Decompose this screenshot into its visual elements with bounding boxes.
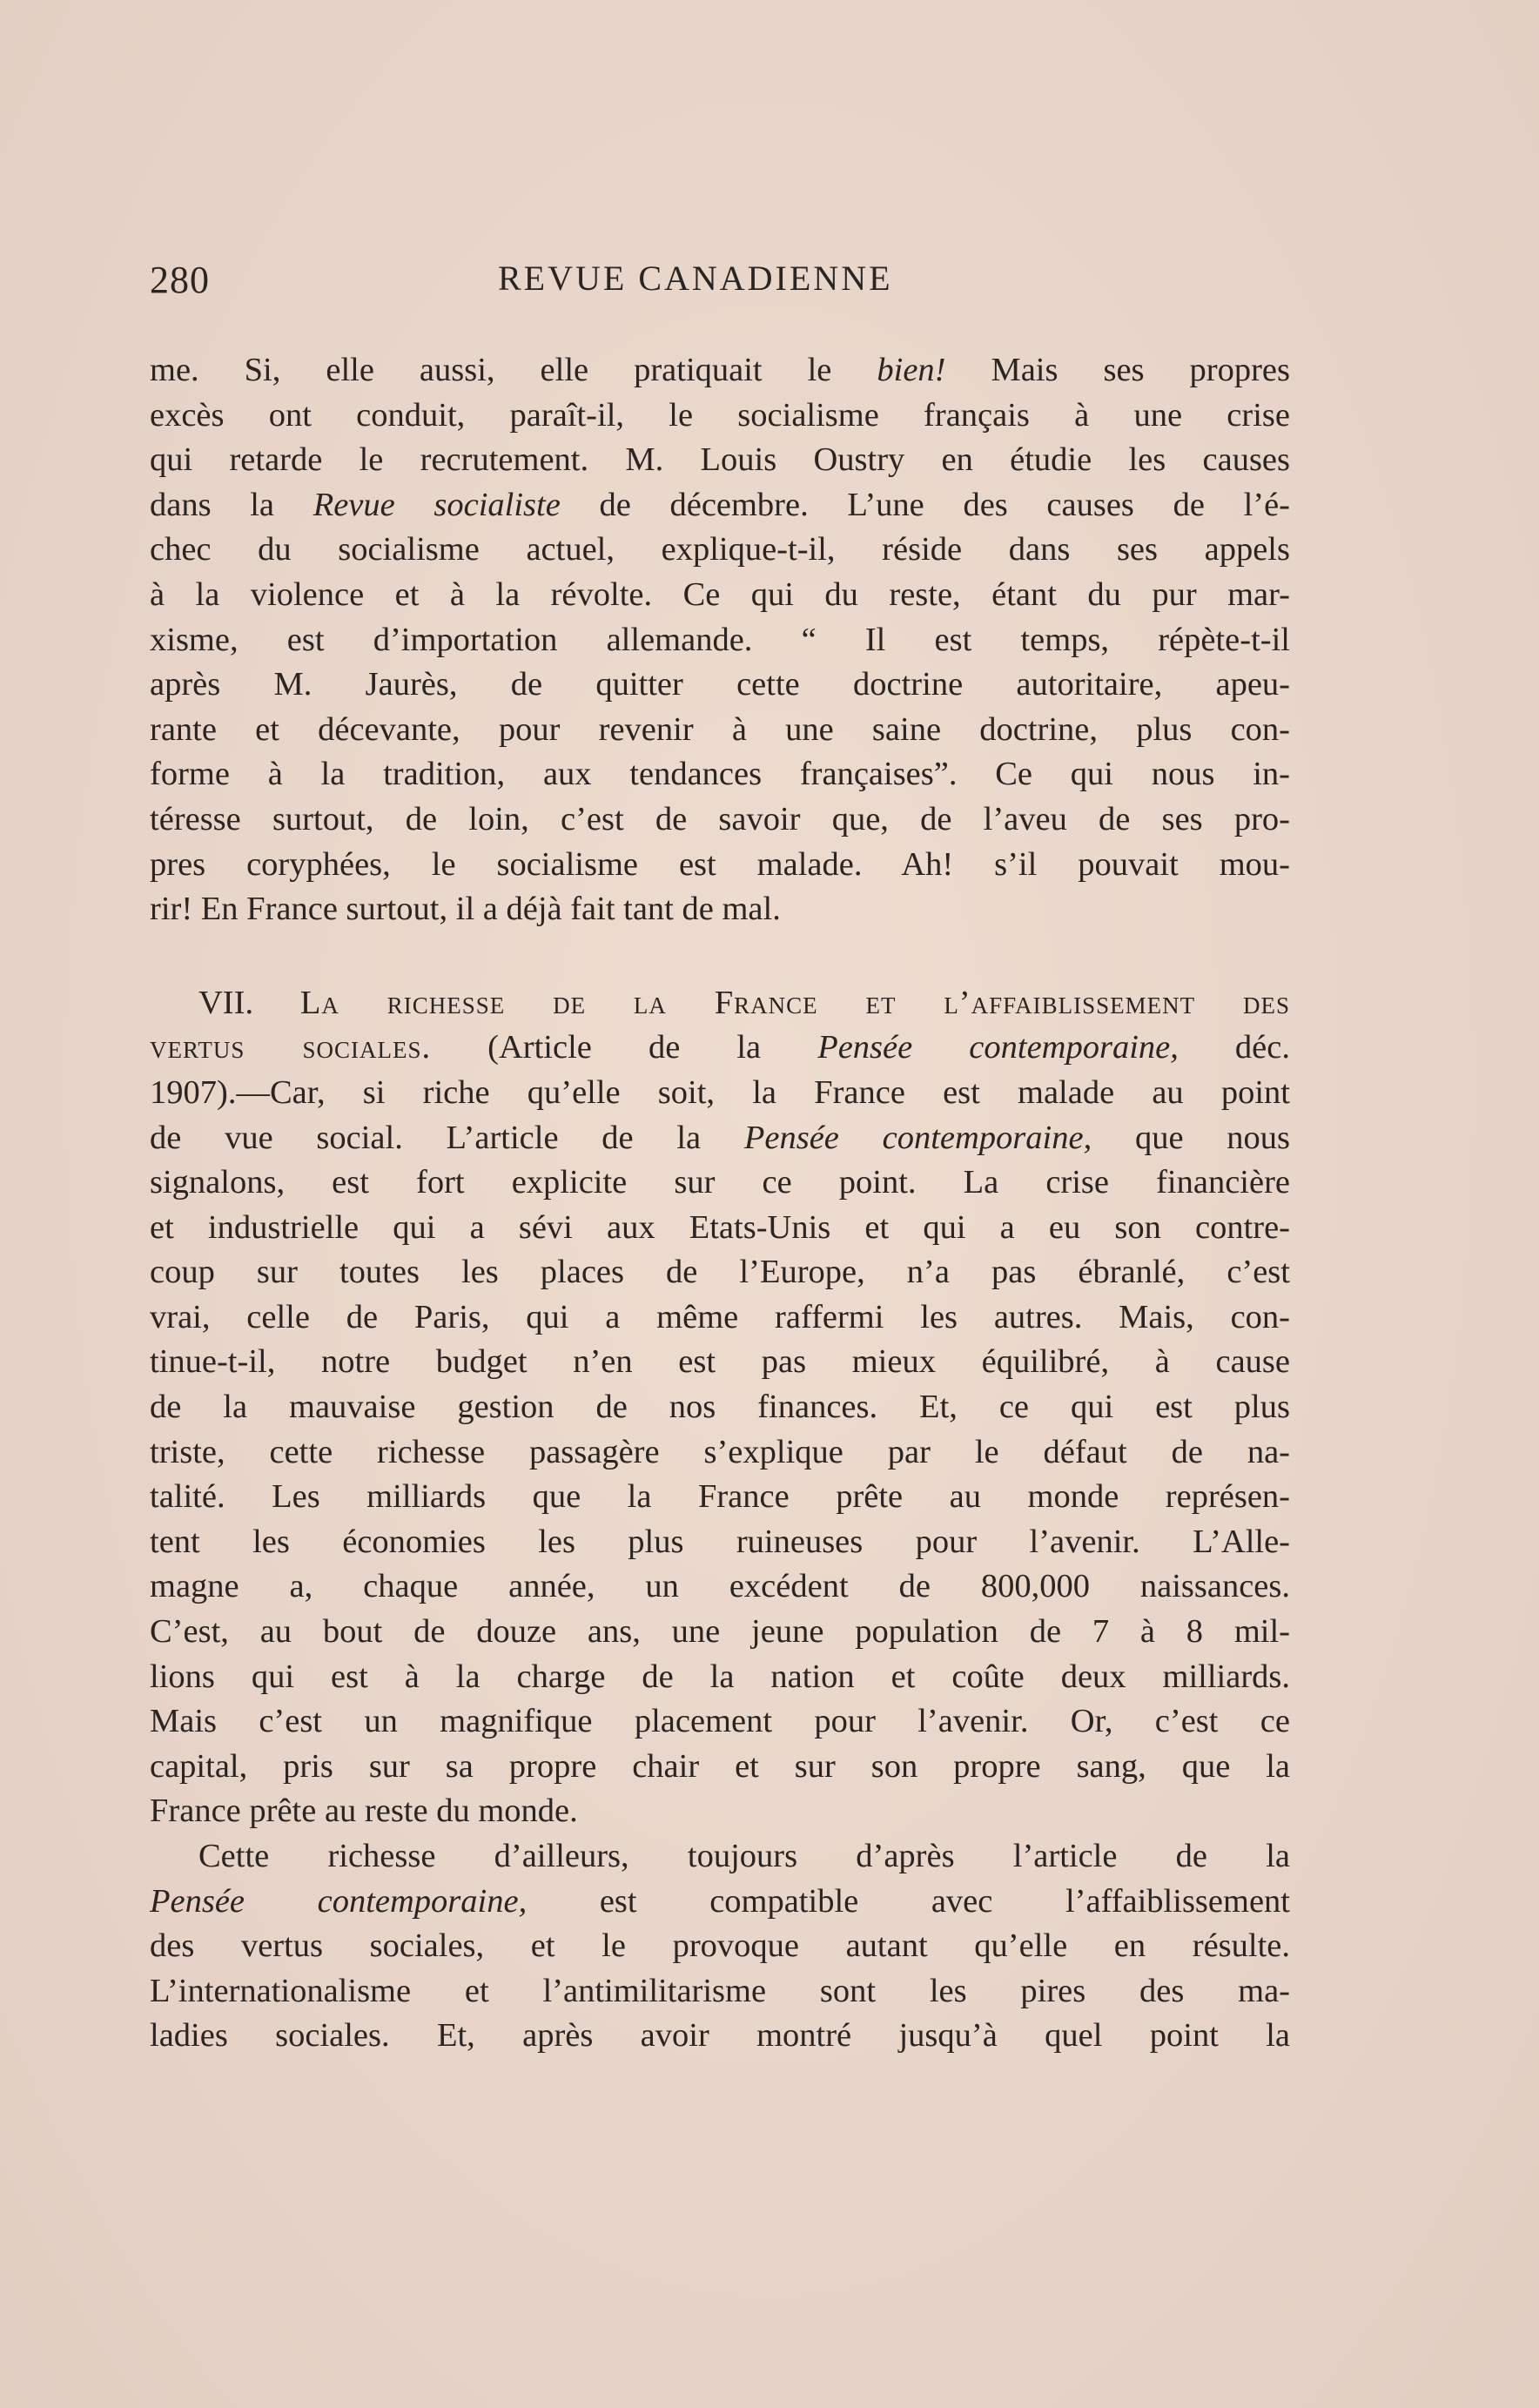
text-line: dans la Revue socialiste de décembre. L’une des causes de l’é- <box>150 486 1290 523</box>
italic-word: bien! <box>877 352 946 388</box>
text-line: à la violence et à la révolte. Ce qui du reste, étant du pur mar- <box>150 575 1290 613</box>
running-title: REVUE CANADIENNE <box>498 259 893 298</box>
text-line: Pensée contemporaine, est compatible avec l’affaiblissement <box>150 1882 1290 1920</box>
text-line: forme à la tradition, aux tendances françaises”. Ce qui nous in- <box>150 756 1290 793</box>
text-line: me. Si, elle aussi, elle pratiquait le bien! Mais ses propres <box>150 352 1290 388</box>
text-line: triste, cette richesse passagère s’explique par le défaut de na- <box>150 1433 1290 1470</box>
text-line: qui retarde le recrutement. M. Louis Oustry en étudie les causes <box>150 441 1290 479</box>
text-line: Mais c’est un magnifique placement pour l’avenir. Or, c’est ce <box>150 1703 1290 1740</box>
text-line: des vertus sociales, et le provoque autant qu’elle en résulte. <box>150 1927 1290 1965</box>
text-line: France prête au reste du monde. <box>150 1793 578 1830</box>
text-line: tent les économies les plus ruineuses pour l’avenir. L’Alle- <box>150 1523 1290 1560</box>
paragraph-2 <box>150 981 1290 1834</box>
text-line: Cette richesse d’ailleurs, toujours d’après l’article de la <box>198 1838 1290 1874</box>
text-line: C’est, au bout de douze ans, une jeune population de 7 à 8 mil- <box>150 1613 1290 1651</box>
text-line: magne a, chaque année, un excédent de 800,000 naissances. <box>150 1568 1290 1605</box>
text-line: après M. Jaurès, de quitter cette doctrine autoritaire, apeu- <box>150 666 1290 703</box>
text-line: xisme, est d’importation allemande. “ Il est temps, répète-t-il <box>150 621 1290 658</box>
journal-title: Pensée contemporaine, <box>817 1029 1179 1066</box>
text-line: ladies sociales. Et, après avoir montré jusqu’à quel point la <box>150 2017 1290 2055</box>
page-header <box>150 258 1290 310</box>
page-number: 280 <box>150 259 210 301</box>
text-line: vertus sociales. (Article de la Pensée contemporaine, déc. <box>150 1029 1290 1066</box>
body-text <box>150 348 1290 2059</box>
text-line: capital, pris sur sa propre chair et sur son propre sang, que la <box>150 1747 1290 1785</box>
section-title: La richesse de la France et l’affaiblissement des <box>299 984 1290 1021</box>
text-line: talité. Les milliards que la France prête au monde représen- <box>150 1478 1290 1516</box>
journal-title: Revue socialiste <box>313 486 561 523</box>
text-line: coup sur toutes les places de l’Europe, n’a pas ébranlé, c’est <box>150 1254 1290 1291</box>
journal-title: Pensée contemporaine, <box>743 1119 1092 1156</box>
text-line: chec du socialisme actuel, explique-t-il, réside dans ses appels <box>150 531 1290 568</box>
section-heading-line: VII. La richesse de la France et l’affaiblissement des <box>198 984 1290 1021</box>
journal-title: Pensée contemporaine, <box>150 1882 528 1920</box>
paragraph-3 <box>150 1834 1290 2059</box>
text-line: de vue social. L’article de la Pensée contemporaine, que nous <box>150 1119 1290 1156</box>
paragraph-gap <box>150 932 1290 981</box>
section-title-continued: vertus sociales. <box>150 1029 432 1066</box>
text-line: 1907).—Car, si riche qu’elle soit, la France est malade au point <box>150 1073 1290 1111</box>
text-line: tinue-t-il, notre budget n’en est pas mieux équilibré, à cause <box>150 1343 1290 1381</box>
paragraph-1 <box>150 348 1290 932</box>
text-line: lions qui est à la charge de la nation et coûte deux milliards. <box>150 1658 1290 1695</box>
text-line: de la mauvaise gestion de nos finances. Et, ce qui est plus <box>150 1389 1290 1426</box>
text-line: téresse surtout, de loin, c’est de savoir que, de l’aveu de ses pro- <box>150 800 1290 837</box>
text-line: L’internationalisme et l’antimilitarisme sont les pires des ma- <box>150 1972 1290 2009</box>
text-line: rir! En France surtout, il a déjà fait tant de mal. <box>150 891 781 928</box>
text-line: et industrielle qui a sévi aux Etats-Unis et qui a eu son contre- <box>150 1208 1290 1246</box>
text-line: signalons, est fort explicite sur ce point. La crise financière <box>150 1164 1290 1201</box>
text-line: pres coryphées, le socialisme est malade. Ah! s’il pouvait mou- <box>150 845 1290 883</box>
text-line: excès ont conduit, paraît-il, le socialisme français à une crise <box>150 396 1290 434</box>
text-line: rante et décevante, pour revenir à une saine doctrine, plus con- <box>150 710 1290 748</box>
text-line: vrai, celle de Paris, qui a même raffermi les autres. Mais, con- <box>150 1298 1290 1335</box>
